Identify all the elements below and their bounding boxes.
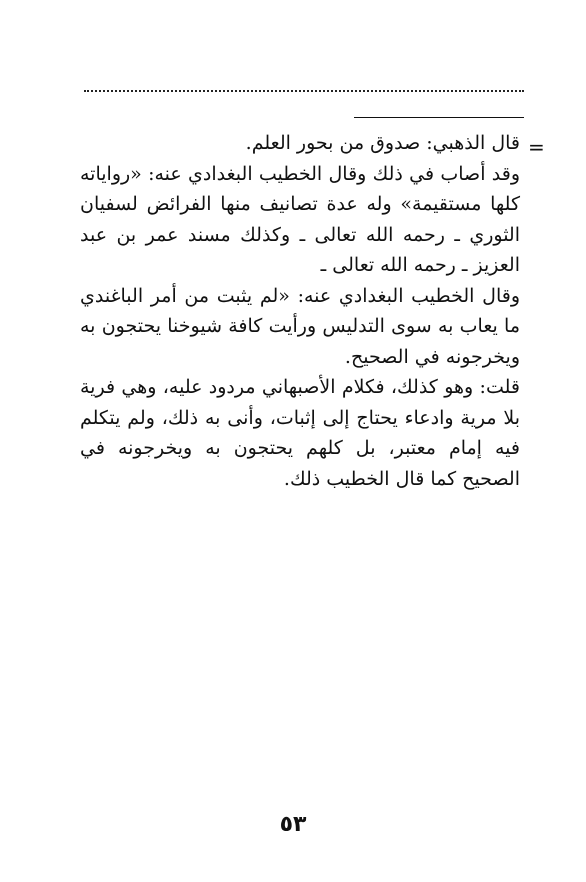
footnote-paragraph-3: وقال الخطيب البغدادي عنه: «لم يثبت من أمر الباغندي ما يعاب به سوى التدليس ورأيت كافة شيوخنا يحتجون به ويخرجونه في الصحيح. [80,284,520,368]
footnote-paragraph-4: قلت: وهو كذلك، فكلام الأصبهاني مردود عليه، وهي فرية بلا مرية وادعاء يحتاج إلى إثبات، وأنى به ذلك، ولم يتكلم فيه إمام معتبر، بل كلهم يحتجون به ويخرجونه في الصحيح كما قال الخطيب ذلك. [80,376,520,490]
footnote-text [80,128,520,494]
dotted-separator [84,90,524,92]
footnote-paragraph-2: وقد أصاب في ذلك وقال الخطيب البغدادي عنه: «رواياته كلها مستقيمة» وله عدة تصانيف منها الفرائض لسفيان الثوري ـ رحمه الله تعالى ـ وكذلك مسند عمر بن عبد العزيز ـ رحمه الله تعالى ـ [80,162,520,276]
page-number: ٥٣ [279,812,307,837]
footnote-paragraph-1: قال الذهبي: صدوق من بحور العلم. [245,132,520,154]
footnote-continuation-mark: = [528,135,545,159]
footnote-separator [354,117,524,118]
